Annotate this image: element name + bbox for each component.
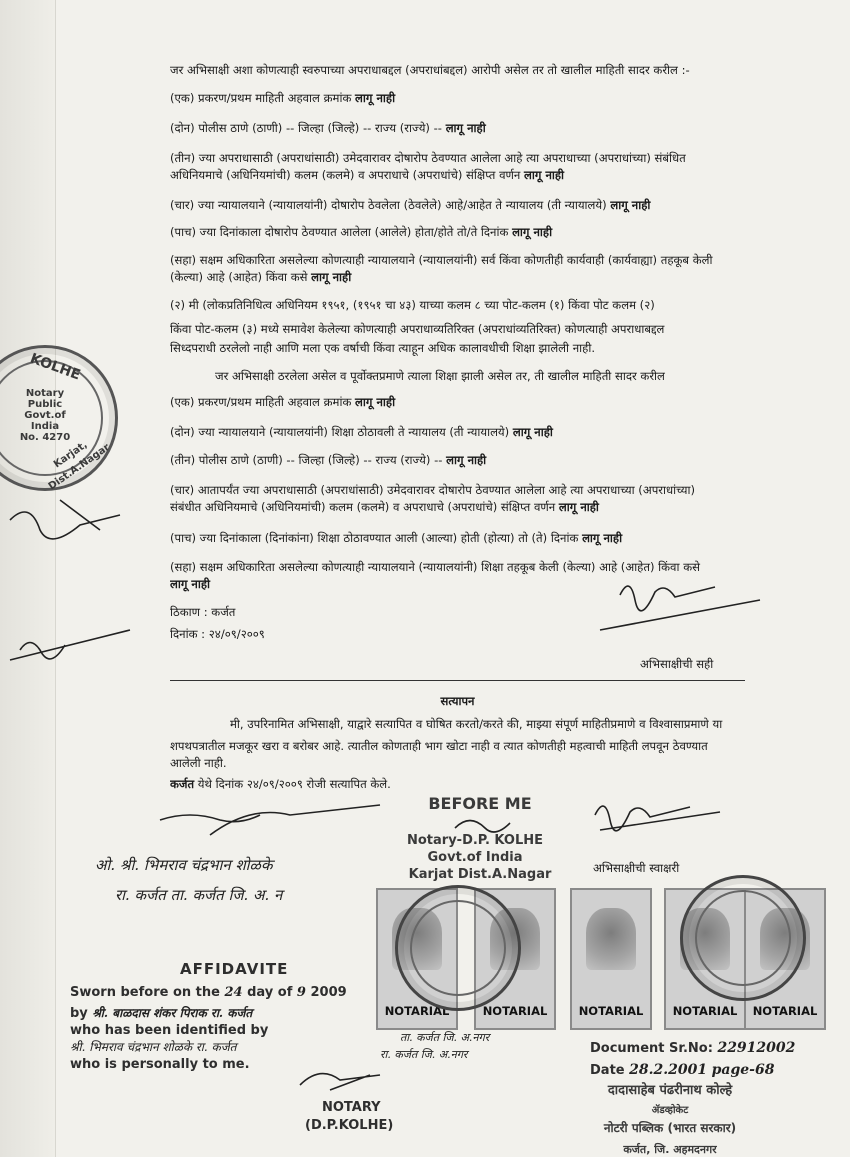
sworn-before-text: Sworn before on the	[70, 985, 220, 1000]
advocate-stamp-role: ॲडव्होकेट	[651, 1105, 689, 1116]
notary-stamp-line3: Karjat Dist.A.Nagar	[408, 867, 552, 882]
signature-caption: अभिसाक्षीची सही	[640, 657, 714, 671]
doc-page-value: page-68	[711, 1062, 775, 1078]
verification-text: मी, उपरिनामित अभिसाक्षी, याद्वारे सत्यापित व घोषित करतो/करते की, माझ्या संपूर्ण माहितीप्रमाणे व विश्वासाप्रमाणे या	[230, 717, 723, 731]
seal-name: KOLHE	[27, 350, 83, 384]
notary-name: (D.P.KOLHE)	[305, 1118, 394, 1133]
place-text: ठिकाण : कर्जत	[170, 605, 236, 619]
identified-line: who has been identified by	[70, 1023, 269, 1038]
revenue-stamp-3	[570, 888, 652, 1030]
affidavit-title: AFFIDAVITE	[180, 960, 289, 978]
item-value: लागू नाही	[355, 395, 396, 409]
identified-by-person: श्री. बाळदास शंकर पिराक रा. कर्जत	[92, 1006, 253, 1020]
seal-line: Notary	[25, 388, 65, 399]
para2-text: किंवा पोट-कलम (३) मध्ये समावेश केलेल्या कोणत्याही अपराधाव्यतिरिक्त (अपराधांव्यतिरिक्त) कोणत्याही अपराधाबद्दल	[170, 322, 665, 336]
sworn-month-value: 9	[296, 985, 306, 1000]
item-label: (दोन) ज्या न्यायालयाने (न्यायालयांनी) शिक्षा ठोठावली ते न्यायालय (ती न्यायालये)	[170, 425, 513, 439]
seal-line: India	[30, 421, 60, 432]
heading-text: सत्यापन	[440, 694, 475, 708]
item-label: (सहा) सक्षम अधिकारिता असलेल्या कोणत्याही न्यायालयाने (न्यायालयांनी) सर्व किंवा कोणतीही कार्यवाही (कार्यवाह्या) तहकूब केली	[170, 253, 713, 267]
stamp-label: NOTARIAL	[672, 1004, 738, 1018]
seal-line: Govt.of	[24, 410, 66, 421]
identified-person: श्री. भिमराव चंद्रभान शोळके रा. कर्जत	[70, 1040, 237, 1054]
stamp-label: NOTARIAL	[578, 1004, 644, 1018]
item-label: (एक) प्रकरण/प्रथम माहिती अहवाल क्रमांक	[170, 91, 356, 105]
item-value: लागू नाही	[610, 198, 651, 212]
item-label: (चार) ज्या न्यायालयाने (न्यायालयांनी) दोषारोप ठेवलेला (ठेवलेले) आहे/आहेत ते न्यायालय (ती न्यायालये)	[170, 198, 611, 212]
by-line	[70, 1004, 252, 1021]
item-label: अधिनियमाचे (अधिनियमांची) कलम (कलमे) व अपराधाचे (अपराधांचे) संक्षिप्त वर्णन	[170, 168, 525, 182]
document-date-line	[590, 1062, 774, 1078]
item-value: लागू नाही	[524, 168, 565, 182]
notary-footer-signature	[300, 1074, 380, 1090]
personally-line: who is personally to me.	[70, 1057, 250, 1072]
address-note-1: ता. कर्जत जि. अ.नगर	[400, 1031, 490, 1044]
verification-text: शपथपत्रातील मजकूर खरा व बरोबर आहे. त्यातील कोणताही भाग खोटा नाही व त्यात कोणतीही महत्वाची माहिती लपवून ठेवण्यात	[170, 739, 708, 753]
stamp-label: NOTARIAL	[482, 1004, 548, 1018]
doc-sr-value: 22912002	[717, 1040, 796, 1056]
item-value: लागू नाही	[355, 91, 396, 105]
stamp-label: NOTARIAL	[384, 1004, 450, 1018]
seal-place: Karjat, Dist.A.Nagar	[46, 439, 112, 493]
by-text: by	[70, 1006, 88, 1021]
advocate-stamp-notary: नोटरी पब्लिक (भारत सरकार)	[603, 1121, 737, 1135]
item-label: (चार) आतापर्यंत ज्या अपराधासाठी (अपराधांसाठी) उमेदवारावर दोषारोप ठेवण्यात आलेला आहे त्या अपराधाच्या (अपराधांच्या)	[170, 483, 695, 497]
document-sr-line	[590, 1040, 795, 1056]
sworn-year: 2009	[310, 985, 347, 1000]
notary-signature	[160, 805, 380, 835]
item-label: (एक) प्रकरण/प्रथम माहिती अहवाल क्रमांक	[170, 395, 356, 409]
para2-text: सिध्दपराधी ठरलेलो नाही आणि मला एक वर्षाची किंवा त्याहून अधिक कालावधीची शिक्षा झालेली नाही.	[170, 341, 596, 355]
stamp-overlay-seal-2	[680, 875, 806, 1001]
sworn-day-value: 24	[224, 985, 243, 1000]
intro2-line: जर अभिसाक्षी ठरलेला असेल व पूर्वोक्तप्रमाणे त्याला शिक्षा झाली असेल तर, ती खालील माहिती सादर करील	[215, 369, 665, 383]
item-value: लागू नाही	[445, 121, 486, 135]
stamp-overlay-seal-1	[395, 885, 521, 1011]
doc-date-label: Date	[590, 1063, 625, 1078]
item-label: (पाच) ज्या दिनांकाला (दिनांकांना) शिक्षा ठोठावण्यात आली (आल्या) होती (होत्या) तो (ते) दिनांक	[170, 531, 583, 545]
verification-text: आलेली नाही.	[170, 756, 227, 770]
item-label: (तीन) ज्या अपराधासाठी (अपराधांसाठी) उमेदवारावर दोषारोप ठेवण्यात आलेला आहे त्या अपराधाच्या (अपराधांच्या) संबंधित	[170, 151, 686, 165]
item-value: लागू नाही	[170, 577, 211, 591]
notary-stamp-line1: Notary-D.P. KOLHE	[407, 833, 543, 848]
sworn-line	[70, 985, 347, 1000]
item-value: लागू नाही	[512, 425, 553, 439]
place-bold: कर्जत	[170, 777, 195, 791]
address-note-2: रा. कर्जत जि. अ.नगर	[380, 1048, 468, 1061]
item-value: लागू नाही	[446, 453, 487, 467]
doc-sr-label: Document Sr.No:	[590, 1041, 713, 1056]
before-me-stamp: BEFORE ME	[428, 794, 532, 813]
day-of-text: day of	[247, 985, 293, 1000]
handwritten-name-line: ओ. श्री. भिमराव चंद्रभान शोळके	[95, 856, 273, 874]
item-value: लागू नाही	[558, 500, 599, 514]
sentence-text: येथे दिनांक २४/०९/२००९ रोजी सत्यापित केले.	[194, 777, 391, 791]
item-value: लागू नाही	[311, 270, 352, 284]
advocate-stamp-name: दादासाहेब पंढरीनाथ कोल्हे	[607, 1083, 733, 1098]
stamp-label: NOTARIAL	[752, 1004, 818, 1018]
date-text: दिनांक : २४/०९/२००९	[170, 627, 265, 641]
item-label: संबंधीत अधिनियमाचे (अधिनियमांची) कलम (कलमे) व अपराधाचे (अपराधांचे) संक्षिप्त वर्णन	[170, 500, 559, 514]
item-label: (पाच) ज्या दिनांकाला दोषारोप ठेवण्यात आलेला (आलेले) होता/होते तो/ते दिनांक	[170, 225, 513, 239]
intro-line: जर अभिसाक्षी अशा कोणत्याही स्वरुपाच्या अपराधाबद्दल (अपराधांबद्दल) आरोपी असेल तर तो खालील माहिती सादर करील :-	[170, 63, 690, 77]
seal-line: Public	[27, 399, 63, 410]
item-label: (दोन) पोलीस ठाणे (ठाणी) -- जिल्हा (जिल्हे) -- राज्य (राज्ये) --	[170, 121, 446, 135]
item-value: लागू नाही	[512, 225, 553, 239]
stamp-initials	[455, 821, 510, 833]
item-value: लागू नाही	[582, 531, 623, 545]
handwritten-address-line: रा. कर्जत ता. कर्जत जि. अ. न	[115, 886, 283, 904]
notary-stamp-line2: Govt.of India	[427, 850, 523, 865]
notary-label: NOTARY	[322, 1100, 381, 1115]
para2-text: (२) मी (लोकप्रतिनिधित्व अधिनियम १९५१, (१९५१ चा ४३) याच्या कलम ८ च्या पोट-कलम (१) किंवा पोट कलम (२)	[170, 298, 655, 312]
advocate-stamp-place: कर्जत, जि. अहमदनगर	[623, 1143, 717, 1156]
item-label: (केल्या) आहे (आहेत) किंवा कसे	[170, 270, 312, 284]
seal-line: No. 4270	[19, 432, 71, 443]
item-label: (तीन) पोलीस ठाणे (ठाणी) -- जिल्हा (जिल्हे) -- राज्य (राज्ये) --	[170, 453, 447, 467]
left-initial-signature	[10, 500, 120, 539]
item-label: (सहा) सक्षम अधिकारिता असलेल्या कोणत्याही न्यायालयाने (न्यायालयांनी) शिक्षा तहकूब केली (केल्या) आहे (आहेत) किंवा कसे	[170, 560, 700, 574]
signature-caption: अभिसाक्षीची स्वाक्षरी	[593, 861, 680, 875]
doc-date-value: 28.2.2001	[629, 1062, 708, 1078]
